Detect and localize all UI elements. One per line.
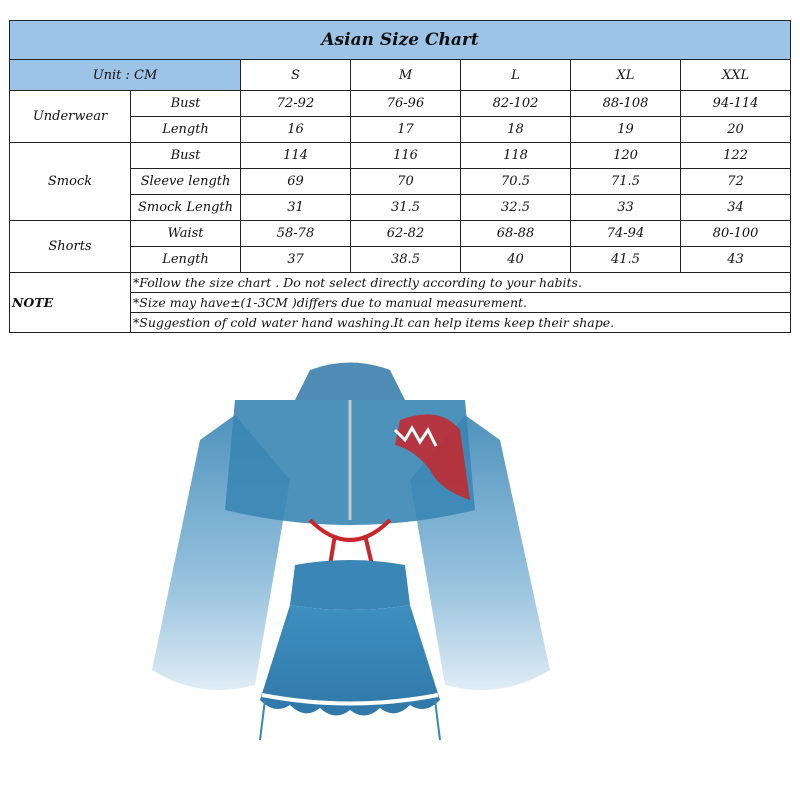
- table-cell: 122: [681, 143, 791, 169]
- size-header-xl: XL: [571, 60, 681, 91]
- table-cell: 31.5: [351, 195, 461, 221]
- table-cell: 118: [461, 143, 571, 169]
- table-cell: 72: [681, 169, 791, 195]
- row-label: Smock Length: [131, 195, 241, 221]
- table-cell: 94-114: [681, 91, 791, 117]
- table-cell: 31: [241, 195, 351, 221]
- group-label-smock: Smock: [10, 143, 131, 221]
- table-cell: 19: [571, 117, 681, 143]
- table-cell: 76-96: [351, 91, 461, 117]
- table-cell: 17: [351, 117, 461, 143]
- table-row: [10, 143, 791, 169]
- skirt-waistband: [290, 560, 410, 610]
- table-cell: 70: [351, 169, 461, 195]
- table-cell: 40: [461, 247, 571, 273]
- table-cell: 58-78: [241, 221, 351, 247]
- group-label-shorts: Shorts: [10, 221, 131, 273]
- chart-title: Asian Size Chart: [10, 21, 791, 60]
- table-cell: 33: [571, 195, 681, 221]
- row-label: Bust: [131, 143, 241, 169]
- table-cell: 32.5: [461, 195, 571, 221]
- row-label: Length: [131, 247, 241, 273]
- bikini-strap: [310, 520, 390, 565]
- table-cell: 70.5: [461, 169, 571, 195]
- table-cell: 74-94: [571, 221, 681, 247]
- size-header-l: L: [461, 60, 571, 91]
- table-row: [10, 91, 791, 117]
- table-cell: 114: [241, 143, 351, 169]
- table-cell: 88-108: [571, 91, 681, 117]
- table-cell: 120: [571, 143, 681, 169]
- size-header-m: M: [351, 60, 461, 91]
- note-label: NOTE: [10, 273, 131, 333]
- table-cell: 80-100: [681, 221, 791, 247]
- table-cell: 72-92: [241, 91, 351, 117]
- table-cell: 18: [461, 117, 571, 143]
- note-line: *Size may have±(1-3CM )differs due to manual measurement.: [131, 293, 791, 313]
- row-label: Bust: [131, 91, 241, 117]
- table-cell: 69: [241, 169, 351, 195]
- size-chart-table: [9, 20, 791, 333]
- table-cell: 43: [681, 247, 791, 273]
- table-cell: 16: [241, 117, 351, 143]
- table-cell: 116: [351, 143, 461, 169]
- table-cell: 62-82: [351, 221, 461, 247]
- product-image: [140, 360, 560, 800]
- hood: [295, 363, 405, 401]
- unit-label: Unit : CM: [10, 60, 241, 91]
- table-cell: 37: [241, 247, 351, 273]
- note-line: *Suggestion of cold water hand washing.It can help items keep their shape.: [131, 313, 791, 333]
- table-cell: 20: [681, 117, 791, 143]
- row-label: Length: [131, 117, 241, 143]
- table-cell: 82-102: [461, 91, 571, 117]
- row-label: Sleeve length: [131, 169, 241, 195]
- table-cell: 34: [681, 195, 791, 221]
- note-row: [10, 273, 791, 293]
- table-row: [10, 221, 791, 247]
- note-line: *Follow the size chart . Do not select directly according to your habits.: [131, 273, 791, 293]
- row-label: Waist: [131, 221, 241, 247]
- table-cell: 38.5: [351, 247, 461, 273]
- table-cell: 71.5: [571, 169, 681, 195]
- size-header-s: S: [241, 60, 351, 91]
- size-header-xxl: XXL: [681, 60, 791, 91]
- group-label-underwear: Underwear: [10, 91, 131, 143]
- table-cell: 68-88: [461, 221, 571, 247]
- table-cell: 41.5: [571, 247, 681, 273]
